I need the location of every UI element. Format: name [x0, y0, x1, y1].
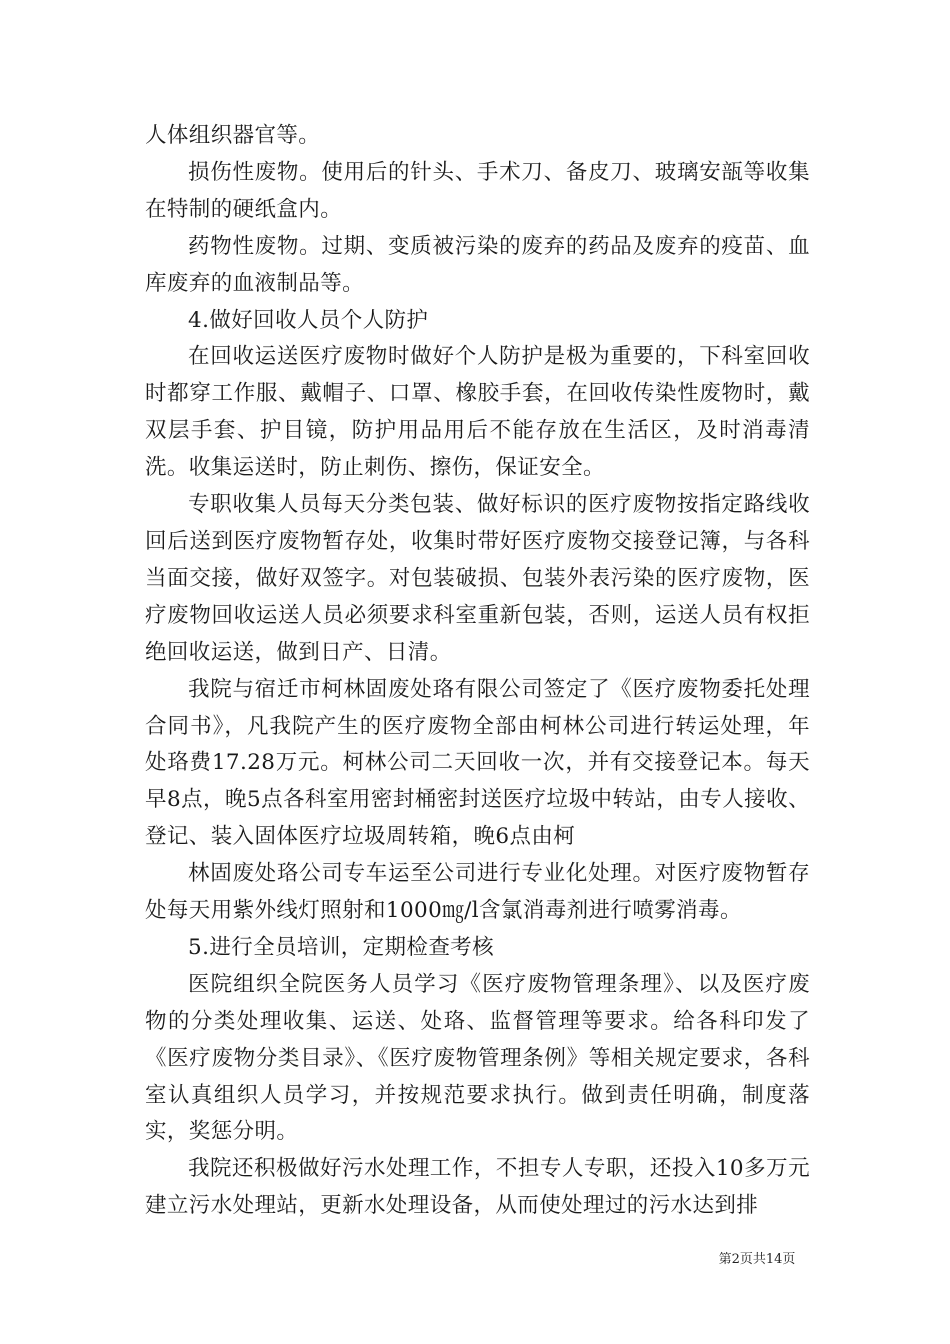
- page-number: 第2页共14页: [718, 1252, 796, 1267]
- paragraph-2: 损伤性废物。使用后的针头、手术刀、备皮刀、玻璃安瓿等收集在特制的硬纸盒内。: [145, 159, 810, 222]
- paragraph-11: 我院还积极做好污水处理工作，不担专人专职，还投入10多万元建立污水处理站，更新水处理设备，从而使处理过的污水达到排: [145, 1156, 810, 1219]
- paragraph-5: 在回收运送医疗废物时做好个人防护是极为重要的，下科室回收时都穿工作服、戴帽子、口罩、橡胶手套，在回收传染性废物时，戴双层手套、护目镜，防护用品用后不能存放在生活区，及时消毒清洗。收集运送时，防止刺伤、擦伤，保证安全。: [145, 344, 810, 481]
- paragraph-3: 药物性废物。过期、变质被污染的废弃的药品及废弃的疫苗、血库废弃的血液制品等。: [145, 233, 810, 296]
- paragraph-8: 林固废处珞公司专车运至公司进行专业化处理。对医疗废物暂存处每天用紫外线灯照射和1000㎎/l含氯消毒剂进行喷雾消毒。: [145, 861, 810, 924]
- section-heading-5: 5.进行全员培训，定期检查考核: [188, 934, 495, 960]
- section-heading-4: 4.做好回收人员个人防护: [188, 307, 429, 333]
- paragraph-6: 专职收集人员每天分类包装、做好标识的医疗废物按指定路线收回后送到医疗废物暂存处，收集时带好医疗废物交接登记簿，与各科当面交接，做好双签字。对包装破损、包装外表污染的医疗废物，医疗废物回收运送人员必须要求科室重新包装，否则，运送人员有权拒绝回收运送，做到日产、日清。: [145, 492, 810, 665]
- paragraph-7: 我院与宿迁市柯林固废处珞有限公司签定了《医疗废物委托处理合同书》，凡我院产生的医疗废物全部由柯林公司进行转运处理，年处珞费17.28万元。柯林公司二天回收一次，并有交接登记本。每天早8点，晚5点各科室用密封桶密封送医疗垃圾中转站，由专人接收、登记、装入固体医疗垃圾周转箱，晚6点由柯: [145, 676, 810, 850]
- page-footer: [0, 1248, 950, 1267]
- paragraph-10: 医院组织全院医务人员学习《医疗废物管理条理》、以及医疗废物的分类处理收集、运送、处珞、监督管理等要求。给各科印发了《医疗废物分类目录》、《医疗废物管理条例》等相关规定要求，各科室认真组织人员学习，并按规范要求执行。做到责任明确，制度落实，奖惩分明。: [145, 971, 810, 1145]
- paragraph-1: 人体组织器官等。: [145, 123, 321, 148]
- document-body: [145, 118, 810, 1225]
